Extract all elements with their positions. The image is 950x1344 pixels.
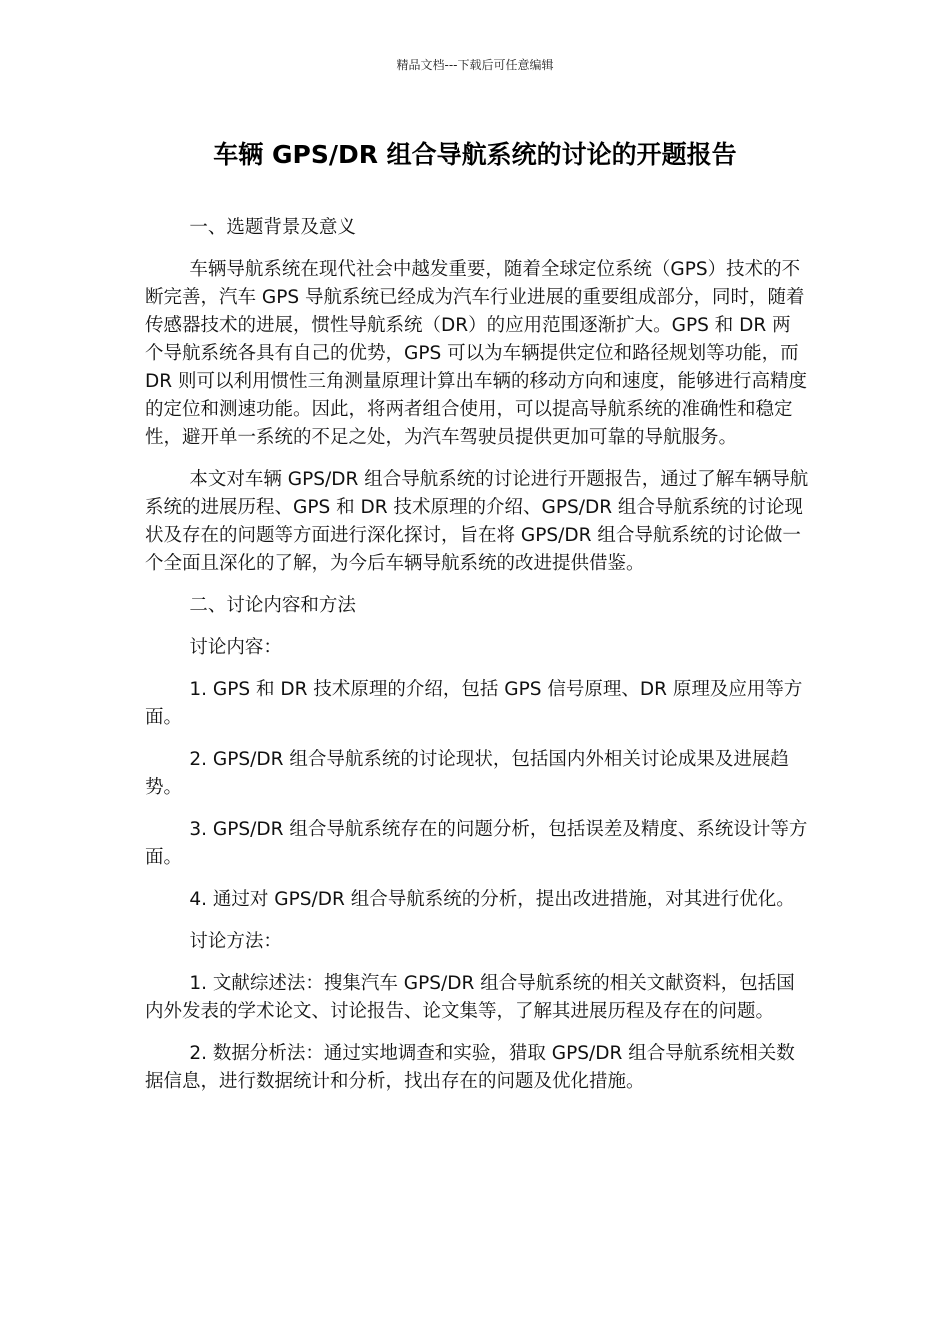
- document-title: 车辆 GPS/DR 组合导航系统的讨论的开题报告: [213, 140, 737, 169]
- paragraph-purpose: 本文对车辆 GPS/DR 组合导航系统的讨论进行开题报告，通过了解车辆导航系统的进展历程、GPS 和 DR 技术原理的介绍、GPS/DR 组合导航系统的讨论现状及存在的问题等方面进行深化探讨，旨在将 GPS/DR 组合导航系统的讨论做一个全面且深化的了解，为今后车辆导航系统的改进提供借鉴。: [145, 469, 809, 574]
- document-body: [145, 214, 809, 1110]
- section-heading-content-method: 二、讨论内容和方法: [189, 595, 356, 616]
- content-item-2: 2. GPS/DR 组合导航系统的讨论现状，包括国内外相关讨论成果及进展趋势。: [145, 749, 789, 798]
- content-item-3: 3. GPS/DR 组合导航系统存在的问题分析，包括误差及精度、系统设计等方面。: [145, 819, 808, 868]
- content-label: 讨论内容：: [189, 637, 282, 658]
- method-item-1: 1. 文献综述法：搜集汽车 GPS/DR 组合导航系统的相关文献资料，包括国内外发表的学术论文、讨论报告、论文集等，了解其进展历程及存在的问题。: [145, 973, 795, 1022]
- content-item-4: 4. 通过对 GPS/DR 组合导航系统的分析，提出改进措施，对其进行优化。: [189, 889, 795, 910]
- header-note: 精品文档---下载后可任意编辑: [396, 58, 554, 72]
- method-label: 讨论方法：: [189, 931, 282, 952]
- content-item-1: 1. GPS 和 DR 技术原理的介绍，包括 GPS 信号原理、DR 原理及应用等方面。: [145, 679, 803, 728]
- paragraph-background: 车辆导航系统在现代社会中越发重要，随着全球定位系统（GPS）技术的不断完善，汽车 GPS 导航系统已经成为汽车行业进展的重要组成部分，同时，随着传感器技术的进展，惯性导航系统（DR）的应用范围逐渐扩大。GPS 和 DR 两个导航系统各具有自己的优势，GPS 可以为车辆提供定位和路径规划等功能，而 DR 则可以利用惯性三角测量原理计算出车辆的移动方向和速度，能够进行高精度的定位和测速功能。因此，将两者组合使用，可以提高导航系统的准确性和稳定性，避开单一系统的不足之处，为汽车驾驶员提供更加可靠的导航服务。: [145, 259, 807, 448]
- section-heading-background: 一、选题背景及意义: [189, 217, 356, 238]
- method-item-2: 2. 数据分析法：通过实地调查和实验，猎取 GPS/DR 组合导航系统相关数据信息，进行数据统计和分析，找出存在的问题及优化措施。: [145, 1043, 795, 1092]
